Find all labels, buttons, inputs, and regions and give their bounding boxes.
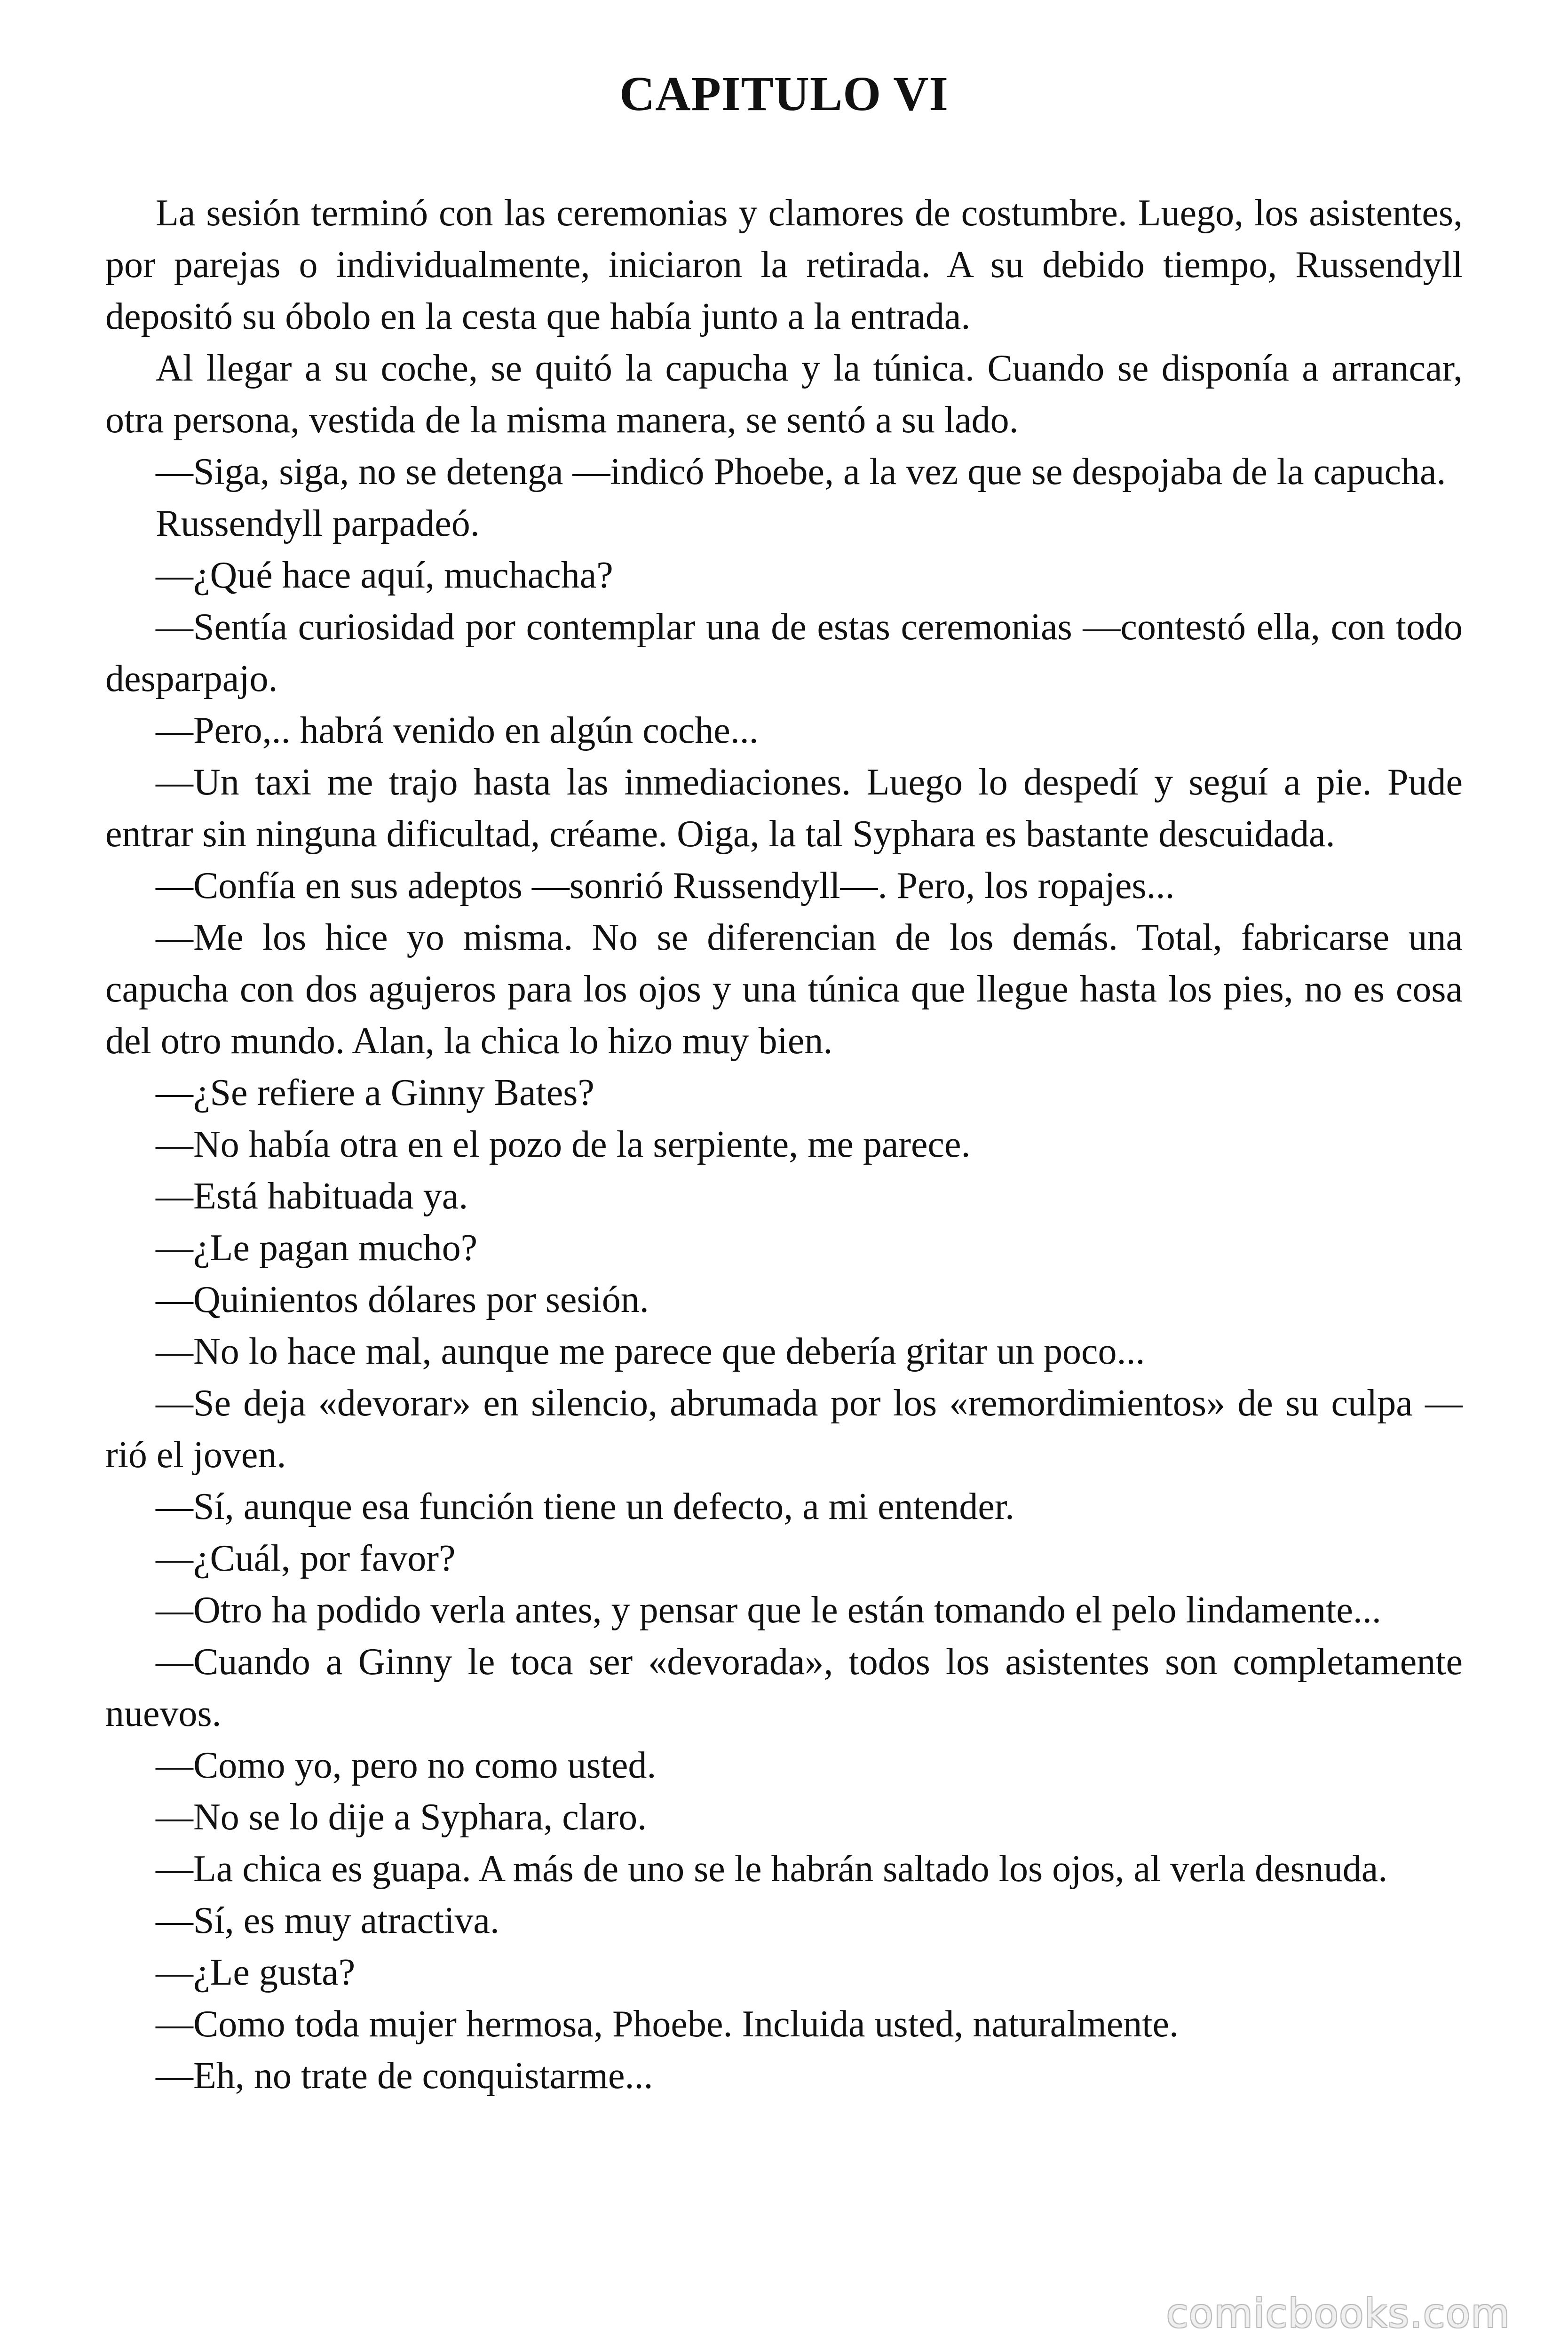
- paragraph: —Un taxi me trajo hasta las inmediaciones. Luego lo despedí y seguí a pie. Pude entrar sin ninguna dificultad, créame. Oiga, la tal Syphara es bastante descuidada.: [105, 762, 1463, 855]
- paragraph: —Siga, siga, no se detenga —indicó Phoebe, a la vez que se despojaba de la capucha.: [156, 451, 1446, 493]
- paragraph: —No se lo dije a Syphara, claro.: [156, 1796, 647, 1838]
- paragraph: —¿Se refiere a Ginny Bates?: [156, 1072, 594, 1113]
- paragraph: —Sí, aunque esa función tiene un defecto, a mi entender.: [156, 1486, 1015, 1527]
- paragraph: —Como toda mujer hermosa, Phoebe. Incluida usted, naturalmente.: [156, 2003, 1179, 2045]
- paragraph: —Cuando a Ginny le toca ser «devorada», todos los asistentes son completamente nuevos.: [105, 1641, 1463, 1734]
- paragraph: —Pero,.. habrá venido en algún coche...: [156, 710, 759, 751]
- paragraph: —Me los hice yo misma. No se diferencian de los demás. Total, fabricarse una capucha con dos agujeros para los ojos y una túnica que llegue hasta los pies, no es cosa del otro mundo. Alan, la chica lo hizo muy bien.: [105, 917, 1463, 1062]
- paragraph: —La chica es guapa. A más de uno se le habrán saltado los ojos, al verla desnuda.: [156, 1848, 1388, 1890]
- paragraph: —No lo hace mal, aunque me parece que debería gritar un poco...: [156, 1331, 1145, 1372]
- watermark: comicbooks.com: [1166, 2290, 1511, 2336]
- paragraph: —Sentía curiosidad por contemplar una de estas ceremonias —contestó ella, con todo desparpajo.: [105, 606, 1463, 699]
- paragraph: La sesión terminó con las ceremonias y clamores de costumbre. Luego, los asistentes, por parejas o individualmente, iniciaron la retirada. A su debido tiempo, Russendyll depositó su óbolo en la cesta que había junto a la entrada.: [105, 192, 1463, 337]
- chapter-title: CAPITULO VI: [619, 67, 949, 121]
- paragraph: Russendyll parpadeó.: [156, 503, 480, 544]
- paragraph: —Confía en sus adeptos —sonrió Russendyll—. Pero, los ropajes...: [156, 865, 1175, 906]
- paragraph: —Sí, es muy atractiva.: [156, 1900, 499, 1941]
- paragraph: Al llegar a su coche, se quitó la capucha y la túnica. Cuando se disponía a arrancar, otra persona, vestida de la misma manera, se sentó a su lado.: [105, 348, 1463, 441]
- paragraph: —Está habituada ya.: [156, 1176, 468, 1217]
- paragraph: —¿Qué hace aquí, muchacha?: [156, 555, 613, 596]
- paragraph: —Se deja «devorar» en silencio, abrumada por los «remordimientos» de su culpa —rió el joven.: [105, 1383, 1463, 1476]
- paragraph: —Quinientos dólares por sesión.: [156, 1279, 649, 1320]
- paragraph: —Otro ha podido verla antes, y pensar que le están tomando el pelo lindamente...: [156, 1589, 1381, 1631]
- chapter-body: [105, 187, 1463, 2102]
- paragraph: —Como yo, pero no como usted.: [156, 1745, 657, 1786]
- paragraph: —Eh, no trate de conquistarme...: [156, 2055, 653, 2097]
- paragraph: —No había otra en el pozo de la serpiente, me parece.: [156, 1124, 971, 1165]
- paragraph: —¿Cuál, por favor?: [156, 1538, 456, 1579]
- paragraph: —¿Le gusta?: [156, 1952, 356, 1993]
- paragraph: —¿Le pagan mucho?: [156, 1227, 478, 1269]
